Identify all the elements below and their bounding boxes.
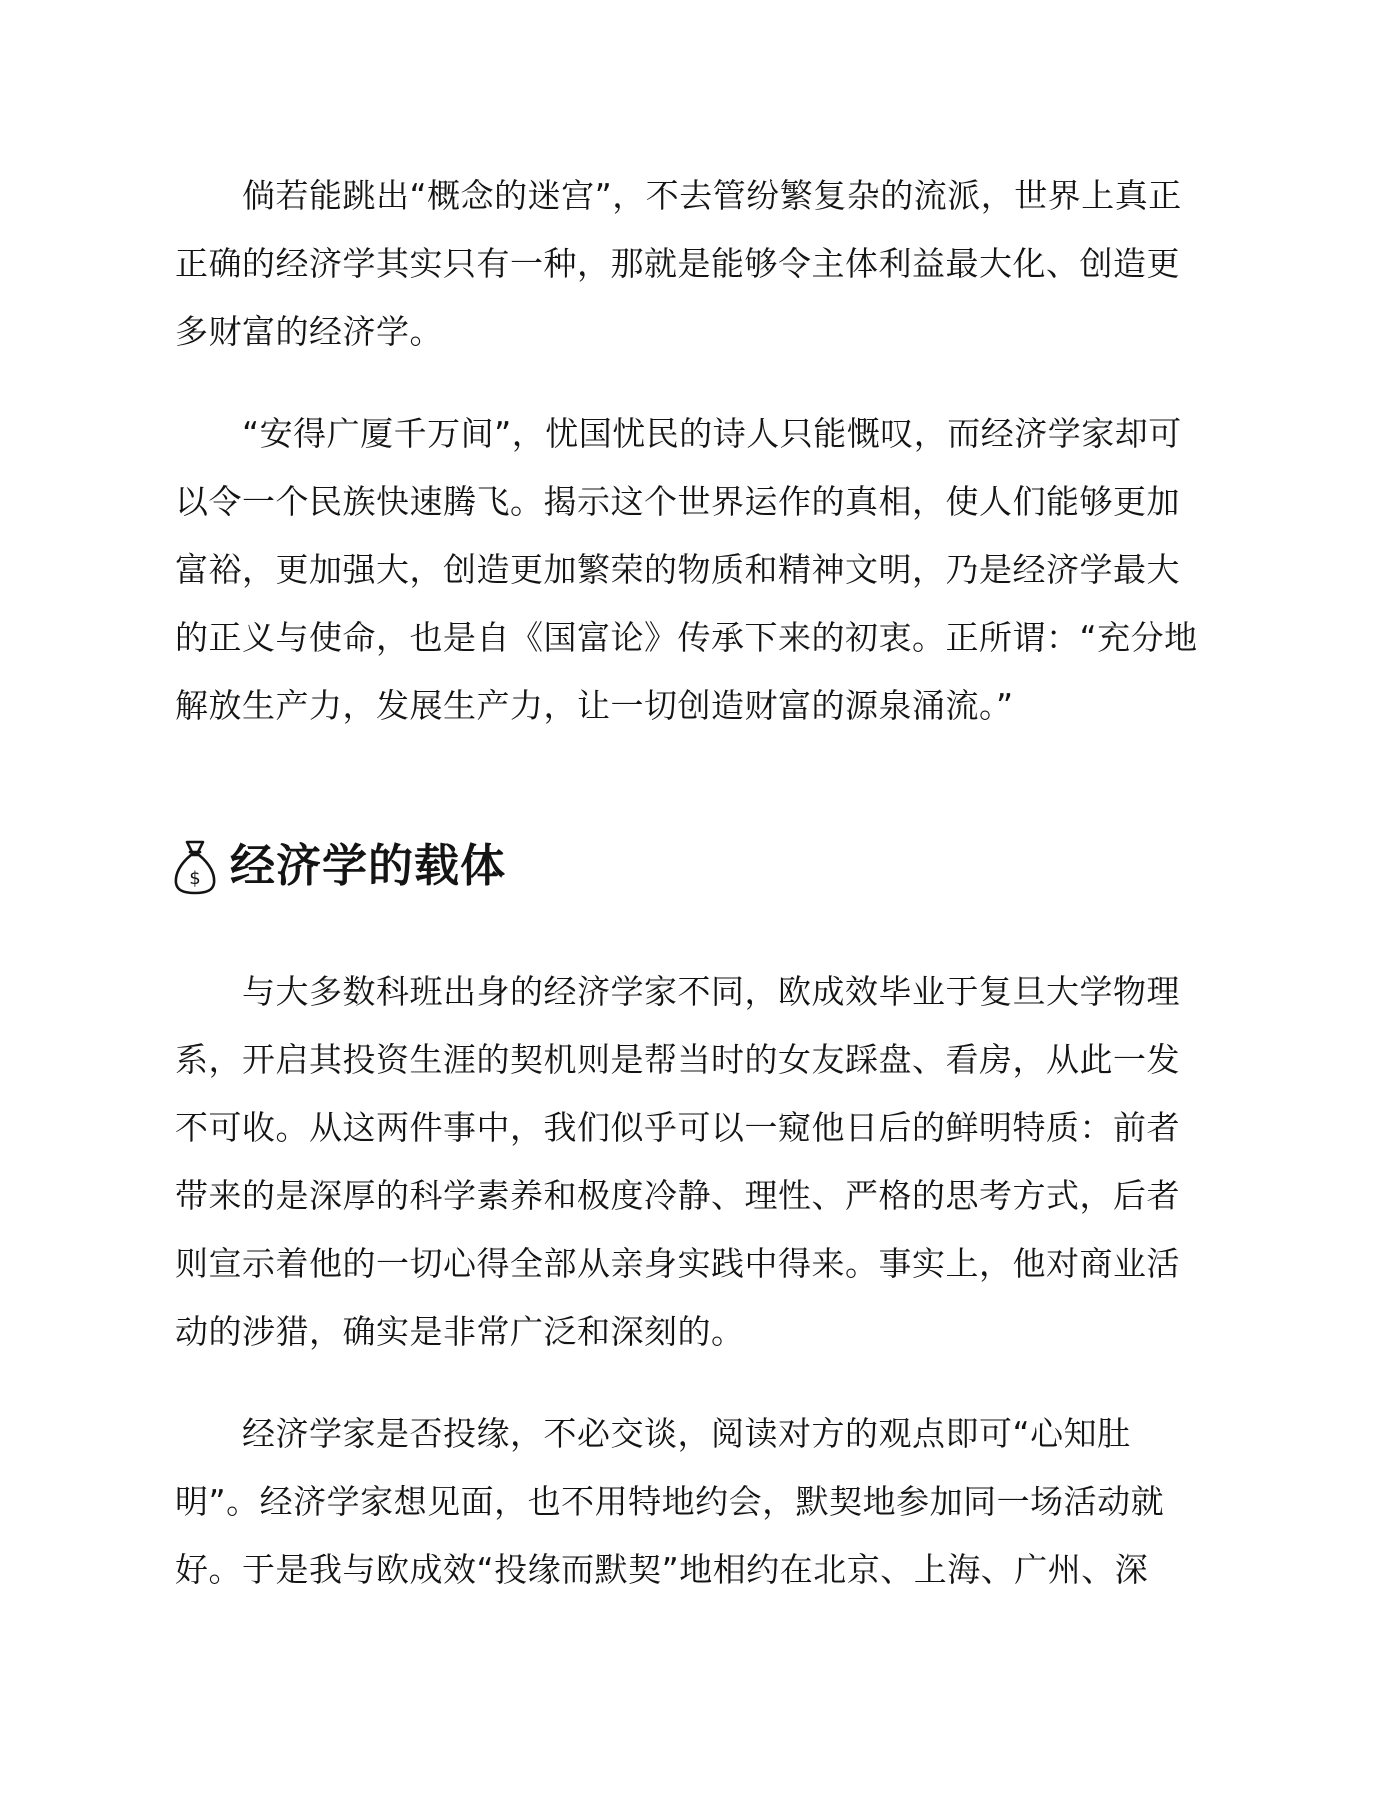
text-line: 经济学家是否投缘，不必交谈，阅读对方的观点即可“心知肚 bbox=[175, 1414, 1131, 1453]
text-line: “安得广厦千万间”，忧国忧民的诗人只能慨叹，而经济学家却可 bbox=[175, 414, 1182, 453]
text-line: 解放生产力，发展生产力，让一切创造财富的源泉涌流。” bbox=[175, 686, 1014, 725]
money-bag-icon bbox=[172, 836, 218, 896]
text-line: 系，开启其投资生涯的契机则是帮当时的女友踩盘、看房，从此一发 bbox=[175, 1040, 1180, 1079]
text-line: 与大多数科班出身的经济学家不同，欧成效毕业于复旦大学物理 bbox=[175, 972, 1180, 1011]
text-line: 倘若能跳出“概念的迷宫”，不去管纷繁复杂的流派，世界上真正 bbox=[175, 176, 1182, 215]
text-line: 的正义与使命，也是自《国富论》传承下来的初衷。正所谓：“充分地 bbox=[175, 618, 1198, 657]
text-line: 好。于是我与欧成效“投缘而默契”地相约在北京、上海、广州、深 bbox=[175, 1550, 1149, 1589]
text-line: 富裕，更加强大，创造更加繁荣的物质和精神文明，乃是经济学最大 bbox=[175, 550, 1180, 589]
paragraph-1 bbox=[175, 162, 1215, 366]
text-line: 多财富的经济学。 bbox=[175, 312, 443, 351]
text-line: 动的涉猎，确实是非常广泛和深刻的。 bbox=[175, 1312, 745, 1351]
section-title: 经济学的载体 bbox=[230, 839, 507, 892]
paragraph-3 bbox=[175, 958, 1215, 1366]
paragraph-4 bbox=[175, 1400, 1215, 1604]
svg-text:$: $ bbox=[189, 868, 201, 889]
text-line: 正确的经济学其实只有一种，那就是能够令主体利益最大化、创造更 bbox=[175, 244, 1180, 283]
text-line: 不可收。从这两件事中，我们似乎可以一窥他日后的鲜明特质：前者 bbox=[175, 1108, 1180, 1147]
paragraph-2 bbox=[175, 400, 1215, 740]
text-line: 以令一个民族快速腾飞。揭示这个世界运作的真相，使人们能够更加 bbox=[175, 482, 1180, 521]
section-heading bbox=[172, 830, 506, 902]
text-line: 带来的是深厚的科学素养和极度冷静、理性、严格的思考方式，后者 bbox=[175, 1176, 1180, 1215]
text-line: 则宣示着他的一切心得全部从亲身实践中得来。事实上，他对商业活 bbox=[175, 1244, 1180, 1283]
text-line: 明”。经济学家想见面，也不用特地约会，默契地参加同一场活动就 bbox=[175, 1482, 1165, 1521]
